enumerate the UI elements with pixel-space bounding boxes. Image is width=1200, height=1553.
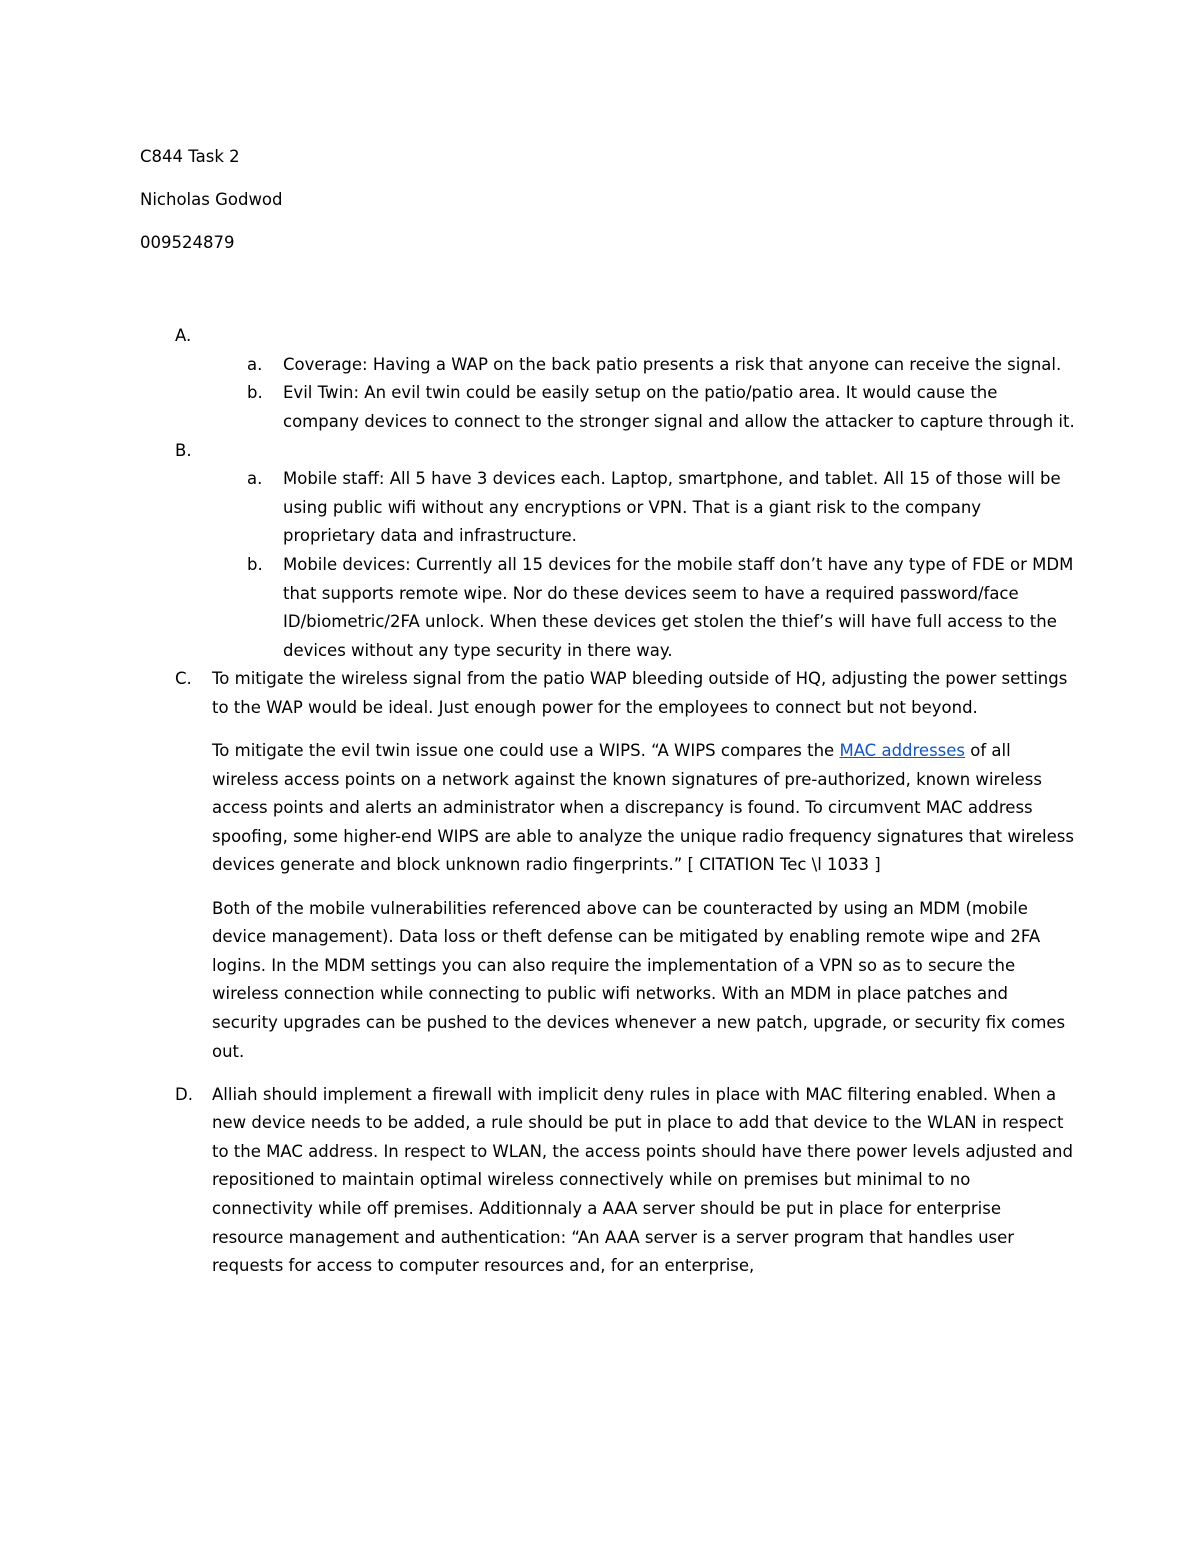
list-item-text: Mobile staff: All 5 have 3 devices each. Laptop, smartphone, and tablet. All 15 of those will be using public wifi without any encryptions or VPN. That is a giant risk to the company proprietary data and infrastructure. [283, 469, 1061, 546]
list-item-text: Mobile devices: Currently all 15 devices for the mobile staff don’t have any type of FDE or MDM that supports remote wipe. Nor do these devices seem to have a required password/face ID/biometric/2FA unlock. When these devices get stolen the thief’s will have full access to the devices without any type security in there way. [283, 555, 1074, 660]
wips-text-before: To mitigate the evil twin issue one could use a WIPS. “A WIPS compares the [212, 741, 840, 761]
section-c-text: To mitigate the wireless signal from the patio WAP bleeding outside of HQ, adjusting the power settings to the WAP would be ideal. Just enough power for the employees to connect but not beyond. [212, 669, 1068, 717]
list-item-text: Coverage: Having a WAP on the back patio presents a risk that anyone can receive the signal. [283, 354, 1062, 374]
section-d-marker: D. [175, 1084, 193, 1104]
section-c-paragraph-wips [140, 737, 1075, 880]
wips-text-after: of all wireless access points on a network against the known signatures of pre-authorized, known wireless access points and alerts an administrator when a discrepancy is found. To circumvent MAC address spoofing, some higher-end WIPS are able to analyze the unique radio frequency signatures that wireless devices generate and block unknown radio fingerprints.” [ CITATION Tec \l 1033 ] [212, 741, 1074, 875]
section-a [140, 322, 1075, 351]
section-b [140, 437, 1075, 466]
section-a-marker: A. [175, 326, 192, 346]
section-b-item-a [140, 465, 1075, 551]
list-marker: a. [247, 354, 263, 374]
section-c [140, 665, 1075, 722]
course-title: C844 Task 2 [140, 147, 240, 166]
section-a-item-b [140, 379, 1075, 436]
list-marker: b. [247, 555, 263, 575]
section-c-paragraph-mdm: Both of the mobile vulnerabilities referenced above can be counteracted by using an MDM (mobile device management). Data loss or theft defense can be mitigated by enabling remote wipe and 2FA logins. In the MDM settings you can also require the implementation of a VPN so as to secure the wireless connection while connecting to public wifi networks. With an MDM in place patches and security upgrades can be pushed to the devices whenever a new patch, upgrade, or security fix comes out. [212, 898, 1066, 1061]
student-id: 009524879 [140, 233, 235, 253]
mac-addresses-link[interactable]: MAC addresses [839, 741, 966, 761]
section-b-item-b [140, 551, 1075, 665]
list-marker: b. [247, 383, 263, 403]
section-d-text: Alliah should implement a firewall with implicit deny rules in place with MAC filtering enabled. When a new device needs to be added, a rule should be put in place to add that device to the WLAN in respect to the MAC address. In respect to WLAN, the access points should have there power levels adjusted and repositioned to maintain optimal wireless connectively while on premises but minimal to no connectivity while off premises. Additionnaly a AAA server should be put in place for enterprise resource management and authentication: “An AAA server is a server program that handles user requests for access to computer resources and, for an enterprise, [212, 1084, 1073, 1276]
student-name: Nicholas Godwod [140, 190, 283, 210]
section-a-item-a [140, 351, 1075, 380]
list-item-text: Evil Twin: An evil twin could be easily setup on the patio/patio area. It would cause the company devices to connect to the stronger signal and allow the attacker to capture through it. [283, 383, 1075, 432]
section-c-marker: C. [175, 669, 192, 689]
document-body [140, 143, 1075, 1281]
list-marker: a. [247, 469, 263, 489]
section-b-marker: B. [175, 440, 192, 460]
header-spacer [140, 272, 1075, 322]
section-d [140, 1081, 1075, 1281]
